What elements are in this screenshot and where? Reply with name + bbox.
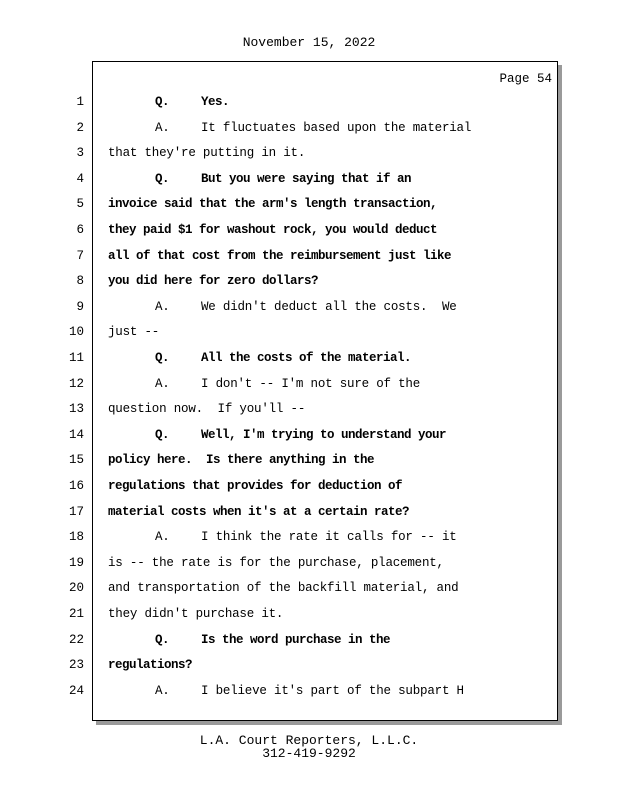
line-number: 19 [68, 556, 84, 570]
line-text: material costs when it's at a certain rate? [108, 505, 410, 519]
line-number: 17 [68, 505, 84, 519]
line-number: 10 [68, 325, 84, 339]
transcript-line [108, 274, 318, 288]
page-number: Page 54 [499, 72, 552, 86]
line-number: 24 [68, 684, 84, 698]
line-text: is -- the rate is for the purchase, placement, [108, 556, 444, 570]
transcript-line [108, 146, 305, 160]
line-number: 18 [68, 530, 84, 544]
transcript-line [108, 402, 305, 416]
transcript-line [108, 351, 411, 365]
transcript-line [108, 300, 457, 314]
line-text: and transportation of the backfill material, and [108, 581, 459, 595]
line-number: 16 [68, 479, 84, 493]
line-number: 1 [76, 95, 84, 109]
transcript-line [108, 377, 420, 391]
line-number: 4 [76, 172, 84, 186]
transcript-line [108, 581, 458, 595]
footer-phone: 312-419-9292 [262, 746, 356, 761]
line-text: you did here for zero dollars? [108, 274, 319, 288]
line-text: they didn't purchase it. [108, 607, 284, 621]
transcript-line [108, 479, 402, 493]
transcript-page-frame [92, 61, 558, 721]
line-text: Well, I'm trying to understand your [201, 428, 447, 442]
line-number: 15 [68, 453, 84, 467]
line-text: We didn't deduct all the costs. We [201, 300, 457, 314]
transcript-line [108, 172, 411, 186]
line-number: 5 [76, 197, 84, 211]
line-number: 6 [76, 223, 84, 237]
transcript-line [108, 633, 390, 647]
line-number: 22 [68, 633, 84, 647]
transcript-line [108, 197, 437, 211]
transcript-line [108, 530, 457, 544]
line-number: 20 [68, 581, 84, 595]
question-marker: Q. [155, 172, 170, 186]
line-text: All the costs of the material. [201, 351, 412, 365]
line-text: Yes. [201, 95, 230, 109]
question-marker: Q. [155, 95, 170, 109]
line-text: that they're putting in it. [108, 146, 306, 160]
line-number: 13 [68, 402, 84, 416]
line-text: It fluctuates based upon the material [201, 121, 472, 135]
line-number: 21 [68, 607, 84, 621]
question-marker: Q. [155, 633, 170, 647]
line-text: regulations? [108, 658, 193, 672]
line-text: just -- [108, 325, 160, 339]
line-number: 8 [76, 274, 84, 288]
transcript-line [108, 121, 471, 135]
answer-marker: A. [155, 300, 170, 314]
transcript-line [108, 556, 444, 570]
footer-company: L.A. Court Reporters, L.L.C. [199, 733, 419, 748]
transcript-line [108, 95, 229, 109]
line-text: I think the rate it calls for -- it [201, 530, 457, 544]
line-number: 12 [68, 377, 84, 391]
transcript-line [108, 453, 374, 467]
line-text: I believe it's part of the subpart H [201, 684, 464, 698]
line-number: 11 [68, 351, 84, 365]
question-marker: Q. [155, 351, 170, 365]
transcript-line [108, 325, 159, 339]
answer-marker: A. [155, 121, 170, 135]
transcript-line [108, 684, 464, 698]
line-text: regulations that provides for deduction of [108, 479, 403, 493]
line-text: Is the word purchase in the [201, 633, 391, 647]
line-number: 2 [76, 121, 84, 135]
line-text: invoice said that the arm's length transaction, [108, 197, 438, 211]
transcript-line [108, 428, 446, 442]
line-number: 9 [76, 300, 84, 314]
question-marker: Q. [155, 428, 170, 442]
line-number: 3 [76, 146, 84, 160]
line-text: all of that cost from the reimbursement just like [108, 249, 452, 263]
answer-marker: A. [155, 530, 170, 544]
answer-marker: A. [155, 377, 170, 391]
line-text: policy here. Is there anything in the [108, 453, 375, 467]
line-text: they paid $1 for washout rock, you would deduct [108, 223, 438, 237]
transcript-line [108, 658, 192, 672]
transcript-line [108, 505, 409, 519]
line-number: 14 [68, 428, 84, 442]
line-number: 23 [68, 658, 84, 672]
transcript-line [108, 249, 451, 263]
line-text: question now. If you'll -- [108, 402, 306, 416]
transcript-line [108, 607, 283, 621]
line-text: But you were saying that if an [201, 172, 412, 186]
answer-marker: A. [155, 684, 170, 698]
line-number: 7 [76, 249, 84, 263]
transcript-date: November 15, 2022 [242, 35, 376, 50]
line-text: I don't -- I'm not sure of the [201, 377, 421, 391]
transcript-line [108, 223, 437, 237]
